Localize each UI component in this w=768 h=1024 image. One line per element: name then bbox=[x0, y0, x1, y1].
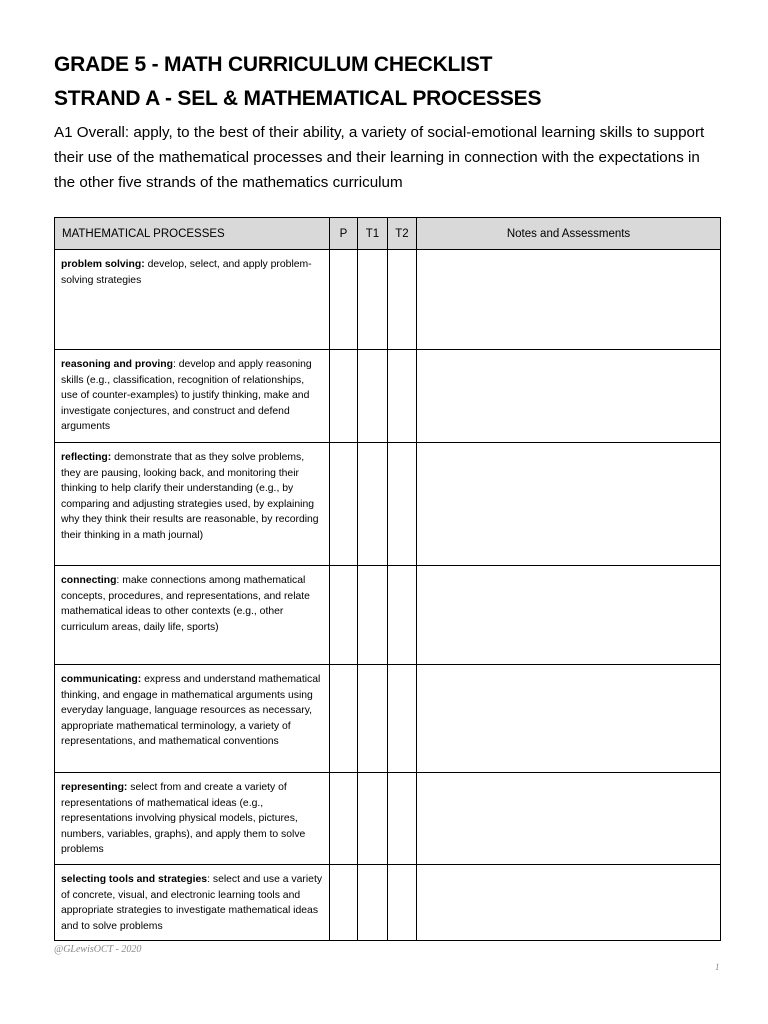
process-description bbox=[55, 566, 330, 665]
p-check-cell[interactable] bbox=[330, 250, 358, 350]
process-term: connecting bbox=[61, 575, 117, 586]
t2-check-cell[interactable] bbox=[388, 865, 417, 941]
process-text: : select and use a variety of concrete, visual, and electronic learning tools and appropriate strategies to investigate mathematical ideas and to solve problems bbox=[61, 874, 323, 932]
notes-cell[interactable] bbox=[417, 350, 721, 443]
process-text: : develop and apply reasoning skills (e.g., classification, recognition of relationships, use of counter-examples) to justify thinking, make and investigate conjectures, and construct and defend arguments bbox=[61, 359, 312, 432]
t2-check-cell[interactable] bbox=[388, 665, 417, 773]
process-term: reflecting: bbox=[61, 452, 112, 463]
t1-check-cell[interactable] bbox=[358, 566, 388, 665]
process-term: selecting tools and strategies bbox=[61, 874, 208, 885]
notes-cell[interactable] bbox=[417, 566, 721, 665]
process-text: express and understand mathematical thinking, and engage in mathematical arguments using everyday language, language resources as necessary, appropriate mathematical terminology, a variety of representations, and mathematical conventions bbox=[61, 674, 321, 747]
notes-cell[interactable] bbox=[417, 250, 721, 350]
copyright-footer: @GLewisOCT - 2020 bbox=[54, 944, 142, 955]
process-text: demonstrate that as they solve problems, they are pausing, looking back, and monitoring their thinking to help clarify their understanding (e.g., by comparing and adjusting strategies used, by explaining why they think their results are reasonable, by recording their thinking in a math journal) bbox=[61, 452, 319, 541]
process-description bbox=[55, 443, 330, 566]
table-row-connecting bbox=[55, 566, 721, 665]
header-processes: MATHEMATICAL PROCESSES bbox=[55, 218, 330, 250]
process-text: : make connections among mathematical concepts, procedures, and representations, and relate mathematical ideas to other contexts (e.g., other curriculum areas, daily life, sports) bbox=[61, 575, 310, 633]
t2-check-cell[interactable] bbox=[388, 566, 417, 665]
process-description bbox=[55, 350, 330, 443]
header-t1: T1 bbox=[358, 218, 388, 250]
strand-title: STRAND A - SEL & MATHEMATICAL PROCESSES bbox=[54, 87, 542, 110]
header-p: P bbox=[330, 218, 358, 250]
t1-check-cell[interactable] bbox=[358, 665, 388, 773]
process-description bbox=[55, 865, 330, 941]
t1-check-cell[interactable] bbox=[358, 773, 388, 865]
notes-cell[interactable] bbox=[417, 773, 721, 865]
t1-check-cell[interactable] bbox=[358, 250, 388, 350]
t1-check-cell[interactable] bbox=[358, 443, 388, 566]
process-term: communicating: bbox=[61, 674, 142, 685]
table-row-reflecting bbox=[55, 443, 721, 566]
table-row-representing bbox=[55, 773, 721, 865]
page-title: GRADE 5 - MATH CURRICULUM CHECKLIST bbox=[54, 53, 493, 76]
t1-check-cell[interactable] bbox=[358, 865, 388, 941]
p-check-cell[interactable] bbox=[330, 443, 358, 566]
t1-check-cell[interactable] bbox=[358, 350, 388, 443]
p-check-cell[interactable] bbox=[330, 865, 358, 941]
notes-cell[interactable] bbox=[417, 443, 721, 566]
p-check-cell[interactable] bbox=[330, 773, 358, 865]
table-row-selecting-tools bbox=[55, 865, 721, 941]
process-term: problem solving: bbox=[61, 259, 145, 270]
t2-check-cell[interactable] bbox=[388, 250, 417, 350]
page-header bbox=[54, 48, 720, 195]
p-check-cell[interactable] bbox=[330, 350, 358, 443]
t2-check-cell[interactable] bbox=[388, 350, 417, 443]
processes-checklist-table bbox=[54, 217, 721, 941]
process-term: reasoning and proving bbox=[61, 359, 173, 370]
header-t2: T2 bbox=[388, 218, 417, 250]
t2-check-cell[interactable] bbox=[388, 773, 417, 865]
notes-cell[interactable] bbox=[417, 865, 721, 941]
p-check-cell[interactable] bbox=[330, 665, 358, 773]
process-text: select from and create a variety of representations of mathematical ideas (e.g., representations involving physical models, pictures, numbers, variables, graphs), and apply them to solve problems bbox=[61, 782, 306, 855]
process-description bbox=[55, 250, 330, 350]
table-row-problem-solving bbox=[55, 250, 721, 350]
process-description bbox=[55, 773, 330, 865]
p-check-cell[interactable] bbox=[330, 566, 358, 665]
table-header-row bbox=[55, 218, 721, 250]
notes-cell[interactable] bbox=[417, 665, 721, 773]
table-row-communicating bbox=[55, 665, 721, 773]
table-row-reasoning-proving bbox=[55, 350, 721, 443]
page-number: 1 bbox=[715, 962, 720, 972]
process-term: representing: bbox=[61, 782, 128, 793]
process-description bbox=[55, 665, 330, 773]
t2-check-cell[interactable] bbox=[388, 443, 417, 566]
process-text: develop, select, and apply problem-solving strategies bbox=[61, 259, 312, 286]
header-notes: Notes and Assessments bbox=[417, 218, 721, 250]
overall-expectation: A1 Overall: apply, to the best of their ability, a variety of social-emotional learning skills to support their use of the mathematical processes and their learning in connection with the expectations in the other five strands of the mathematics curriculum bbox=[54, 124, 705, 191]
